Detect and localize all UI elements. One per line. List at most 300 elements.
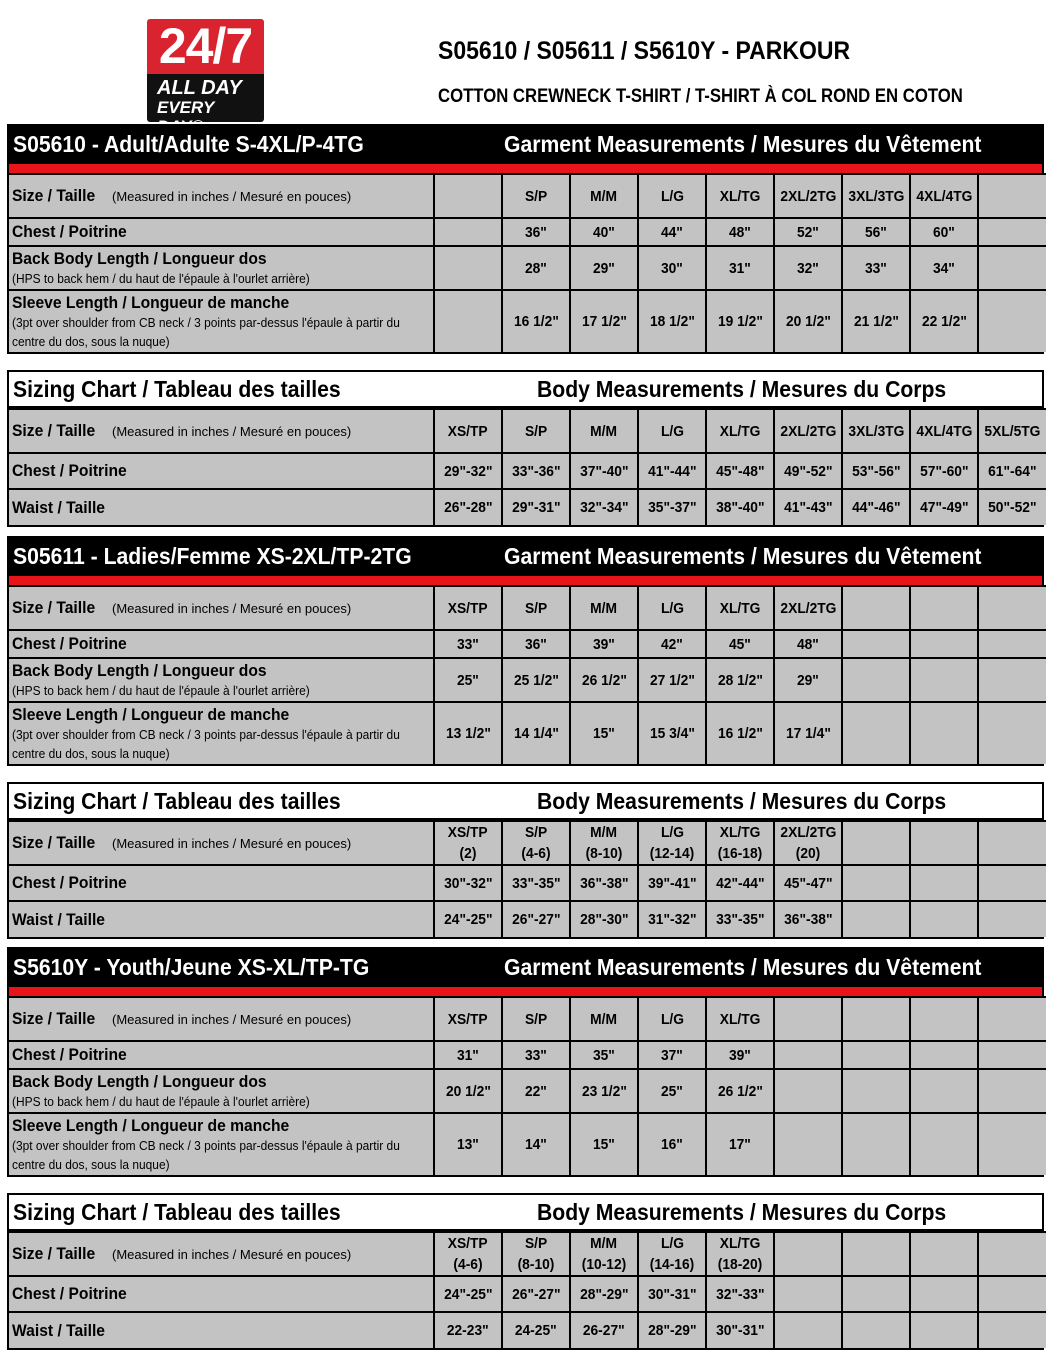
cell-value: 32"-34" (579, 499, 629, 516)
table-cell (434, 409, 502, 453)
empty-cell (842, 1312, 910, 1348)
cell-value: (2) (459, 845, 477, 862)
cell-value: 60" (933, 223, 955, 241)
row-label (9, 901, 434, 937)
cell-value: 33" (457, 635, 479, 653)
sizing-section (7, 124, 1044, 354)
table-row (9, 901, 1046, 937)
empty-cell (842, 1232, 910, 1276)
cell-value: 33"-35" (715, 911, 765, 928)
table-cell (502, 702, 570, 764)
table-cell (638, 453, 706, 489)
cell-value: 13" (457, 1136, 479, 1153)
measurement-table (9, 996, 1046, 1175)
cell-value: (4-6) (453, 1256, 483, 1273)
cell-value: 39" (729, 1046, 751, 1064)
table-cell (706, 1041, 774, 1069)
section-header (9, 1195, 1042, 1231)
table-cell (570, 586, 638, 630)
table-cell (638, 1276, 706, 1312)
cell-value: 23 1/2" (581, 1082, 627, 1100)
cell-value: 57"-60" (919, 462, 969, 480)
table-cell (706, 702, 774, 764)
section-title: Sizing Chart / Tableau des tailles (13, 376, 341, 402)
row-label-text: Chest / Poitrine (12, 634, 127, 653)
table-cell (502, 1113, 570, 1175)
table-cell (774, 246, 842, 290)
cell-value: 25" (457, 671, 479, 689)
cell-value: 29"-32" (443, 462, 493, 480)
section-measurement-type: Garment Measurements / Mesures du Vêtement (504, 543, 982, 569)
cell-value: (14-16) (649, 1256, 695, 1273)
cell-value: 28"-29" (647, 1322, 697, 1339)
cell-value: 40" (593, 223, 615, 241)
row-label-text: Size / Taille (12, 421, 96, 440)
table-cell (638, 1069, 706, 1113)
cell-value: 25 1/2" (513, 671, 559, 689)
table-cell (502, 1069, 570, 1113)
cell-value: 31"-32" (647, 911, 697, 928)
empty-cell (910, 658, 978, 702)
cell-value: 48" (797, 635, 819, 653)
empty-cell (910, 1069, 978, 1113)
table-row (9, 409, 1046, 453)
cell-value: 36"-38" (579, 874, 629, 892)
table-cell (706, 409, 774, 453)
table-cell (774, 290, 842, 352)
row-description: (HPS to back hem / du haut de l'épaule à l'ourlet arrière) (12, 682, 310, 698)
table-row (9, 1069, 1046, 1113)
cell-value: L/G (660, 1010, 684, 1028)
cell-value: 13 1/2" (445, 725, 491, 742)
measure-unit-note: (Measured in inches / Mesuré en pouces) (108, 189, 352, 204)
measure-unit-note: (Measured in inches / Mesuré en pouces) (108, 1012, 352, 1027)
cell-value: 35"-37" (647, 499, 697, 516)
table-cell (434, 702, 502, 764)
row-label (9, 1232, 434, 1276)
table-cell (706, 1069, 774, 1113)
row-description: (3pt over shoulder from CB neck / 3 points par-dessus l'épaule à partir du (12, 1137, 400, 1153)
cell-value: 52" (797, 223, 819, 241)
cell-value: 35" (593, 1046, 615, 1064)
table-cell (774, 901, 842, 937)
sizing-section (7, 536, 1044, 766)
cell-value: XL/TG (719, 824, 761, 841)
table-cell (706, 1276, 774, 1312)
cell-value: XS/TP (448, 824, 488, 841)
section-header (9, 372, 1042, 408)
table-cell (570, 1041, 638, 1069)
row-label (9, 489, 434, 525)
measure-unit-note: (Measured in inches / Mesuré en pouces) (108, 1247, 352, 1262)
empty-cell (842, 1069, 910, 1113)
measure-unit-note: (Measured in inches / Mesuré en pouces) (108, 601, 352, 616)
row-description: centre du dos, sous la nuque) (12, 745, 170, 761)
table-row (9, 702, 1046, 764)
logo-line-2: EVERY (157, 98, 215, 117)
cell-value: M/M (590, 187, 618, 205)
cell-value: 41"-44" (647, 462, 697, 480)
cell-value: XL/TG (719, 1010, 761, 1028)
cell-value: L/G (660, 187, 684, 205)
measurement-table (9, 585, 1046, 764)
table-cell (706, 821, 774, 865)
section-header (9, 949, 1042, 996)
cell-value: 24"-25" (443, 1285, 493, 1303)
table-cell (570, 246, 638, 290)
cell-value: 22" (525, 1082, 547, 1100)
table-cell (774, 586, 842, 630)
table-cell (638, 821, 706, 865)
cell-value: 33"-36" (511, 462, 561, 480)
row-label-text: Waist / Taille (12, 1320, 106, 1340)
table-cell (502, 1041, 570, 1069)
section-header (9, 784, 1042, 820)
empty-cell (434, 218, 502, 246)
table-cell (842, 409, 910, 453)
empty-cell (842, 865, 910, 901)
cell-value: 36" (525, 223, 547, 241)
empty-cell (842, 1041, 910, 1069)
table-cell (502, 174, 570, 218)
section-title: Sizing Chart / Tableau des tailles (13, 788, 341, 814)
empty-cell (978, 586, 1046, 630)
empty-cell (842, 630, 910, 658)
table-cell (434, 1041, 502, 1069)
table-cell (706, 630, 774, 658)
empty-cell (434, 174, 502, 218)
cell-value: 19 1/2" (717, 313, 763, 330)
row-label (9, 174, 434, 218)
cell-value: 34" (933, 259, 955, 277)
section-title: Sizing Chart / Tableau des tailles (13, 1199, 341, 1225)
empty-cell (910, 1232, 978, 1276)
cell-value: 28" (525, 259, 547, 277)
row-label-text: Chest / Poitrine (12, 873, 127, 892)
table-row (9, 453, 1046, 489)
cell-value: 41"-43" (783, 499, 833, 516)
empty-cell (978, 702, 1046, 764)
row-label (9, 821, 434, 865)
table-cell (774, 658, 842, 702)
cell-value: 28 1/2" (717, 671, 763, 689)
cell-value: 31" (729, 259, 751, 277)
cell-value: 17 1/4" (785, 725, 831, 742)
empty-cell (910, 1041, 978, 1069)
cell-value: S/P (524, 1010, 548, 1028)
cell-value: 2XL/2TG (779, 187, 836, 205)
measure-unit-note: (Measured in inches / Mesuré en pouces) (108, 424, 352, 439)
logo-tagline (147, 74, 264, 122)
row-label (9, 658, 434, 702)
empty-cell (978, 1312, 1046, 1348)
cell-value: 33" (865, 259, 887, 277)
empty-cell (978, 1232, 1046, 1276)
table-cell (638, 290, 706, 352)
table-cell (570, 1113, 638, 1175)
table-cell (570, 702, 638, 764)
cell-value: 30"-32" (443, 874, 493, 892)
row-label (9, 1276, 434, 1312)
cell-value: 24"-25" (443, 911, 493, 928)
cell-value: 39" (593, 635, 615, 653)
empty-cell (978, 1113, 1046, 1175)
cell-value: M/M (590, 1235, 618, 1252)
row-label-text: Chest / Poitrine (12, 1284, 127, 1303)
cell-value: 2XL/2TG (779, 599, 836, 617)
table-cell (774, 489, 842, 525)
table-row (9, 174, 1046, 218)
sizing-section (7, 1193, 1044, 1350)
empty-cell (774, 1312, 842, 1348)
table-cell (502, 453, 570, 489)
table-cell (774, 453, 842, 489)
measurement-table (9, 408, 1046, 525)
table-cell (638, 218, 706, 246)
table-row (9, 997, 1046, 1041)
cell-value: 3XL/3TG (847, 187, 904, 205)
table-row (9, 586, 1046, 630)
cell-value: 5XL/5TG (984, 422, 1041, 440)
sizing-section (7, 947, 1044, 1177)
cell-value: 29" (797, 671, 819, 689)
cell-value: 16 1/2" (513, 313, 559, 330)
empty-cell (910, 997, 978, 1041)
cell-value: 21 1/2" (853, 313, 899, 330)
cell-value: 48" (729, 223, 751, 241)
table-cell (842, 290, 910, 352)
cell-value: 50"-52" (988, 499, 1037, 516)
table-cell (638, 658, 706, 702)
cell-value: (8-10) (585, 845, 623, 862)
row-label (9, 702, 434, 764)
cell-value: 26"-27" (511, 1285, 561, 1303)
table-cell (502, 409, 570, 453)
cell-value: 56" (865, 223, 887, 241)
document-title: S05610 / S05611 / S5610Y - PARKOUR (438, 37, 851, 65)
cell-value: 44"-46" (851, 499, 901, 516)
table-cell (842, 453, 910, 489)
table-cell (502, 1276, 570, 1312)
row-label (9, 586, 434, 630)
table-cell (706, 658, 774, 702)
empty-cell (842, 702, 910, 764)
table-cell (638, 409, 706, 453)
table-cell (434, 901, 502, 937)
table-cell (638, 1232, 706, 1276)
measurement-table (9, 820, 1046, 937)
row-label (9, 246, 434, 290)
table-cell (638, 630, 706, 658)
table-cell (434, 453, 502, 489)
cell-value: 20 1/2" (445, 1082, 491, 1100)
table-cell (978, 453, 1046, 489)
table-cell (978, 409, 1046, 453)
cell-value: XS/TP (448, 422, 488, 440)
cell-value: 36"-38" (783, 911, 833, 928)
table-cell (774, 821, 842, 865)
table-cell (434, 586, 502, 630)
cell-value: 36" (525, 635, 547, 653)
section-measurement-type: Body Measurements / Mesures du Corps (537, 788, 947, 814)
empty-cell (910, 1113, 978, 1175)
cell-value: S/P (524, 599, 548, 617)
table-cell (434, 658, 502, 702)
table-cell (978, 489, 1046, 525)
row-label (9, 453, 434, 489)
empty-cell (910, 586, 978, 630)
empty-cell (910, 1312, 978, 1348)
row-description: (HPS to back hem / du haut de l'épaule à l'ourlet arrière) (12, 270, 310, 286)
cell-value: L/G (660, 824, 684, 841)
cell-value: 4XL/4TG (915, 422, 972, 440)
cell-value: 39"-41" (647, 874, 697, 892)
table-cell (774, 174, 842, 218)
row-label-text: Waist / Taille (12, 497, 106, 517)
table-cell (706, 1312, 774, 1348)
empty-cell (774, 1113, 842, 1175)
table-cell (910, 218, 978, 246)
row-label (9, 630, 434, 658)
cell-value: 26 1/2" (581, 671, 627, 689)
table-cell (502, 246, 570, 290)
cell-value: XS/TP (448, 599, 488, 617)
measure-unit-note: (Measured in inches / Mesuré en pouces) (108, 836, 352, 851)
cell-value: (8-10) (517, 1256, 555, 1273)
row-label-text: Waist / Taille (12, 909, 106, 929)
table-cell (774, 409, 842, 453)
cell-value: 29" (593, 259, 615, 277)
cell-value: S/P (524, 1235, 548, 1252)
cell-value: 14" (525, 1136, 547, 1153)
empty-cell (978, 246, 1046, 290)
empty-cell (910, 901, 978, 937)
table-cell (638, 586, 706, 630)
empty-cell (978, 1069, 1046, 1113)
table-cell (434, 1312, 502, 1348)
row-description: (HPS to back hem / du haut de l'épaule à l'ourlet arrière) (12, 1093, 310, 1109)
table-cell (502, 901, 570, 937)
empty-cell (434, 290, 502, 352)
empty-cell (978, 901, 1046, 937)
empty-cell (774, 1232, 842, 1276)
table-row (9, 1312, 1046, 1348)
table-cell (774, 702, 842, 764)
table-cell (910, 246, 978, 290)
empty-cell (978, 174, 1046, 218)
table-cell (706, 586, 774, 630)
row-description: (3pt over shoulder from CB neck / 3 points par-dessus l'épaule à partir du (12, 314, 400, 330)
empty-cell (910, 702, 978, 764)
row-description: centre du dos, sous la nuque) (12, 1156, 170, 1172)
table-cell (434, 865, 502, 901)
table-row (9, 290, 1046, 352)
table-cell (706, 453, 774, 489)
table-cell (570, 1232, 638, 1276)
row-label-text: Size / Taille (12, 598, 96, 617)
section-measurement-type: Garment Measurements / Mesures du Vêtement (504, 954, 982, 980)
empty-cell (842, 997, 910, 1041)
table-cell (706, 865, 774, 901)
cell-value: (4-6) (521, 845, 551, 862)
cell-value: (20) (795, 845, 821, 862)
table-cell (502, 1232, 570, 1276)
table-cell (638, 997, 706, 1041)
cell-value: 4XL/4TG (915, 187, 972, 205)
document-subtitle: COTTON CREWNECK T-SHIRT / T-SHIRT À COL ROND EN COTON (438, 86, 963, 107)
table-cell (502, 290, 570, 352)
cell-value: 14 1/4" (513, 725, 559, 742)
cell-value: 42" (661, 635, 683, 653)
cell-value: (10-12) (581, 1256, 627, 1273)
cell-value: 37" (661, 1046, 683, 1064)
table-cell (706, 1113, 774, 1175)
cell-value: 33" (525, 1046, 547, 1064)
table-cell (774, 630, 842, 658)
cell-value: S/P (524, 187, 548, 205)
table-cell (570, 1276, 638, 1312)
table-cell (434, 630, 502, 658)
cell-value: 16" (661, 1136, 683, 1153)
cell-value: 17 1/2" (581, 313, 627, 330)
row-label-text: Chest / Poitrine (12, 222, 127, 241)
empty-cell (842, 821, 910, 865)
cell-value: 49"-52" (783, 462, 833, 480)
cell-value: 20 1/2" (785, 313, 831, 330)
table-cell (638, 174, 706, 218)
empty-cell (978, 658, 1046, 702)
cell-value: 32"-33" (715, 1285, 765, 1303)
table-cell (502, 821, 570, 865)
table-cell (638, 865, 706, 901)
cell-value: (18-20) (717, 1256, 763, 1273)
cell-value: 28"-29" (579, 1285, 629, 1303)
table-cell (910, 409, 978, 453)
measurement-table (9, 1231, 1046, 1348)
cell-value: 22-23" (447, 1322, 489, 1339)
cell-value: 2XL/2TG (779, 824, 836, 841)
cell-value: 17" (729, 1136, 751, 1153)
table-cell (774, 218, 842, 246)
row-label (9, 865, 434, 901)
cell-value: 44" (661, 223, 683, 241)
cell-value: 31" (457, 1046, 479, 1064)
table-cell (638, 901, 706, 937)
table-cell (910, 174, 978, 218)
row-description: (3pt over shoulder from CB neck / 3 points par-dessus l'épaule à partir du (12, 726, 400, 742)
empty-cell (774, 997, 842, 1041)
row-label (9, 1041, 434, 1069)
table-cell (434, 997, 502, 1041)
table-cell (570, 290, 638, 352)
cell-value: M/M (590, 599, 618, 617)
cell-value: 61"-64" (988, 462, 1037, 480)
row-label-text: Size / Taille (12, 1244, 96, 1263)
empty-cell (774, 1041, 842, 1069)
table-row (9, 218, 1046, 246)
table-cell (570, 1069, 638, 1113)
sizing-section (7, 782, 1044, 939)
table-cell (502, 489, 570, 525)
table-cell (638, 1113, 706, 1175)
empty-cell (774, 1276, 842, 1312)
cell-value: 32" (797, 259, 819, 277)
table-cell (570, 865, 638, 901)
table-row (9, 821, 1046, 865)
cell-value: 26-27" (583, 1322, 625, 1339)
section-title: S05611 - Ladies/Femme XS-2XL/TP-2TG (13, 543, 412, 569)
row-label (9, 997, 434, 1041)
